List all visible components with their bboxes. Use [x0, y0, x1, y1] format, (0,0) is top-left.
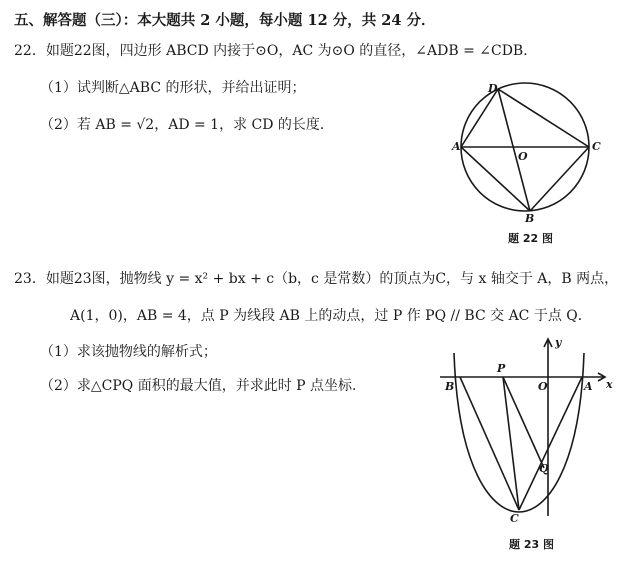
- fig23-label-y: y: [555, 336, 562, 349]
- fig23-label-Q: Q: [539, 462, 549, 475]
- fig22-label-D: D: [488, 82, 498, 95]
- figure-22-caption: 题 22 图: [508, 232, 553, 245]
- figure-23-caption: 题 23 图: [509, 538, 554, 551]
- fig23-label-P: P: [497, 362, 506, 375]
- question-23-stem-line-1: 23．如题23图，抛物线 y = x² + bx + c（b，c 是常数）的顶点为C，与 x 轴交于 A，B 两点，: [14, 271, 619, 287]
- fig23-label-C: C: [510, 512, 519, 525]
- question-22-stem: 22．如题22图，四边形 ABCD 内接于⊙O，AC 为⊙O 的直径，∠ADB = ∠CDB．: [14, 43, 538, 59]
- fig23-label-O: O: [538, 380, 548, 393]
- fig22-label-B: B: [525, 212, 535, 225]
- question-22-part-1: （1）试判断△ABC 的形状，并给出证明；: [40, 80, 306, 96]
- section-title: 五、解答题（三）：本大题共 2 小题，每小题 12 分，共 24 分．: [14, 12, 436, 29]
- fig23-label-B: B: [445, 380, 455, 393]
- fig22-label-O: O: [518, 150, 528, 163]
- question-23-part-1: （1）求该抛物线的解析式；: [40, 344, 217, 360]
- question-23-part-2: （2）求△CPQ 面积的最大值，并求此时 P 点坐标．: [40, 378, 367, 394]
- fig23-label-x: x: [606, 378, 613, 391]
- question-22-part-2: （2）若 AB = √2，AD = 1，求 CD 的长度．: [40, 117, 334, 133]
- fig22-label-A: A: [452, 140, 461, 153]
- fig23-label-A: A: [584, 380, 593, 393]
- question-23-stem-line-2: A(1，0)，AB = 4，点 P 为线段 AB 上的动点，过 P 作 PQ // BC 交 AC 于点 Q．: [70, 308, 592, 324]
- fig22-label-C: C: [592, 140, 601, 153]
